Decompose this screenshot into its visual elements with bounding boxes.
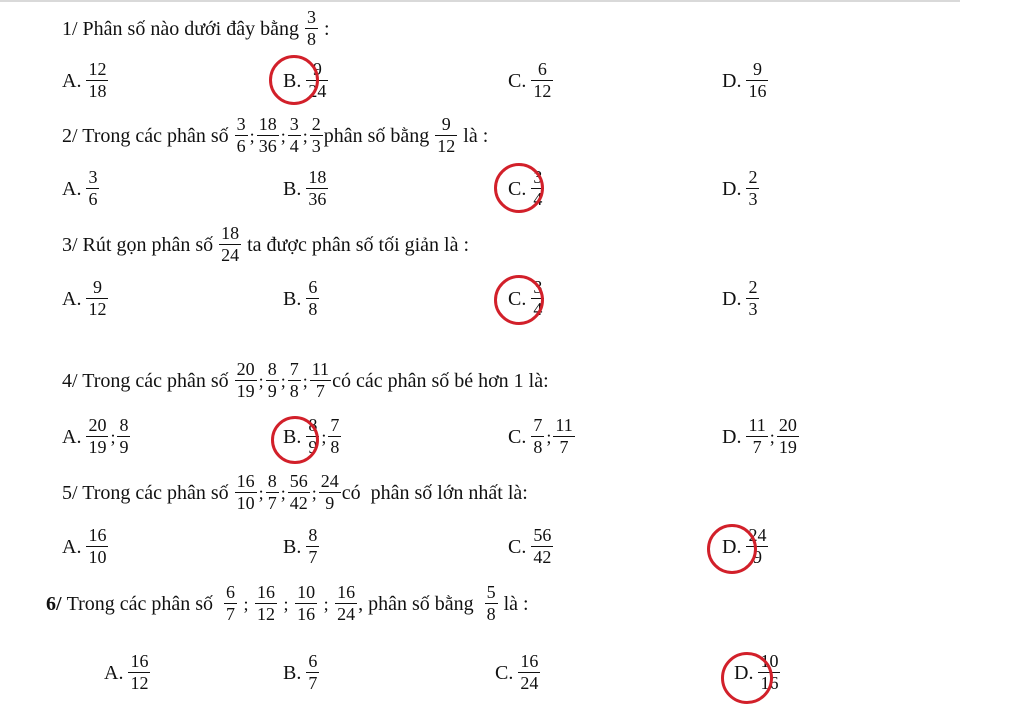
q2-option-b[interactable]	[283, 168, 329, 209]
q5-option-c[interactable]	[508, 526, 554, 567]
fraction	[746, 416, 767, 457]
fraction	[235, 115, 248, 156]
numerator: 18	[258, 114, 277, 134]
denominator: 4	[533, 189, 543, 210]
question-6	[46, 583, 529, 624]
option-letter: A.	[104, 661, 124, 684]
numerator: 18	[308, 167, 327, 187]
answer-circle	[721, 652, 773, 704]
fraction	[288, 472, 310, 513]
numerator: 6	[537, 59, 547, 79]
denominator: 8	[486, 604, 496, 625]
numerator: 7	[533, 415, 543, 435]
numerator: 3	[236, 114, 246, 134]
q6-option-b[interactable]	[283, 652, 320, 693]
denominator: 12	[88, 299, 107, 320]
q5-option-a[interactable]	[62, 526, 109, 567]
fraction	[288, 115, 301, 156]
numerator: 10	[297, 582, 316, 602]
separator: ;	[280, 125, 286, 146]
fraction	[531, 60, 553, 101]
numerator: 56	[289, 471, 308, 491]
question-4-text: 4/ Trong các phân số	[62, 369, 229, 392]
denominator: 19	[236, 381, 255, 402]
option-letter: D.	[734, 661, 754, 684]
numerator: 20	[778, 415, 797, 435]
numerator: 18	[221, 223, 240, 243]
option-letter: B.	[283, 287, 302, 310]
numerator: 7	[289, 359, 299, 379]
fraction	[86, 278, 108, 319]
denominator: 16	[748, 81, 767, 102]
option-letter: A.	[62, 177, 82, 200]
numerator: 9	[92, 277, 102, 297]
denominator: 4	[289, 136, 299, 157]
fraction	[266, 472, 279, 513]
numerator: 11	[555, 415, 573, 435]
denominator: 10	[88, 547, 107, 568]
fraction	[306, 168, 328, 209]
denominator: 42	[533, 547, 552, 568]
answer-circle	[271, 416, 319, 464]
denominator: 10	[236, 493, 255, 514]
denominator: 24	[221, 245, 240, 266]
denominator: 3	[311, 136, 321, 157]
option-letter: D.	[722, 69, 742, 92]
fraction	[531, 526, 553, 567]
separator: ;	[258, 370, 264, 391]
fraction	[86, 526, 108, 567]
numerator: 5	[486, 582, 496, 602]
denominator: 3	[748, 189, 758, 210]
denominator: 8	[330, 437, 340, 458]
fraction	[224, 583, 237, 624]
separator: ;	[319, 593, 334, 614]
numerator: 11	[748, 415, 766, 435]
denominator: 7	[308, 673, 318, 694]
fraction	[86, 60, 108, 101]
separator: ;	[311, 482, 317, 503]
question-3-suffix: ta được phân số tối giản là :	[247, 233, 470, 256]
numerator: 6	[226, 582, 236, 602]
denominator: 19	[88, 437, 107, 458]
question-1-text: 1/ Phân số nào dưới đây bằng	[62, 17, 299, 40]
fraction	[746, 168, 759, 209]
fraction	[310, 115, 323, 156]
option-letter: A.	[62, 535, 82, 558]
numerator: 8	[267, 359, 277, 379]
denominator: 24	[337, 604, 356, 625]
option-letter: B.	[283, 535, 302, 558]
q1-option-a[interactable]	[62, 60, 109, 101]
question-6-text: Trong các phân số	[66, 592, 214, 615]
denominator: 36	[258, 136, 277, 157]
denominator: 6	[88, 189, 98, 210]
fraction	[553, 416, 574, 457]
numerator: 16	[520, 651, 539, 671]
fraction	[306, 652, 319, 693]
numerator: 7	[330, 415, 340, 435]
option-letter: B.	[283, 69, 302, 92]
fraction	[306, 278, 319, 319]
question-1-suffix: :	[323, 17, 330, 40]
q4-option-a[interactable]	[62, 416, 131, 457]
separator: ;	[239, 593, 254, 614]
fraction	[746, 278, 759, 319]
denominator: 42	[289, 493, 308, 514]
denominator: 12	[130, 673, 149, 694]
denominator: 7	[559, 437, 569, 458]
answer-circle	[269, 55, 319, 105]
separator: ;	[769, 426, 775, 447]
denominator: 7	[752, 437, 762, 458]
fraction	[128, 652, 150, 693]
fraction	[518, 652, 540, 693]
numerator: 56	[533, 525, 552, 545]
q6-option-a[interactable]	[104, 652, 151, 693]
question-2-middle: phân số bằng	[323, 124, 430, 147]
numerator: 12	[88, 59, 107, 79]
numerator: 2	[748, 167, 758, 187]
numerator: 3	[289, 114, 299, 134]
denominator: 4	[533, 299, 543, 320]
separator: ;	[258, 482, 264, 503]
question-6-middle: , phân số bằng	[358, 592, 474, 615]
option-letter: D.	[722, 425, 742, 448]
fraction	[310, 360, 331, 401]
q2-option-d[interactable]	[722, 168, 760, 209]
numerator: 3	[533, 167, 543, 187]
denominator: 12	[437, 136, 456, 157]
option-letter: C.	[508, 425, 527, 448]
question-4-suffix: có các phân số bé hơn 1 là:	[332, 369, 549, 392]
numerator: 8	[119, 415, 129, 435]
fraction	[257, 115, 279, 156]
option-letter: B.	[283, 425, 302, 448]
separator: ;	[321, 426, 327, 447]
option-letter: C.	[508, 287, 527, 310]
question-2-suffix: là :	[463, 124, 489, 147]
numerator: 3	[533, 277, 543, 297]
question-2	[62, 115, 488, 156]
answer-circle	[494, 163, 544, 213]
q3-option-d[interactable]	[722, 278, 760, 319]
denominator: 6	[236, 136, 246, 157]
numerator: 16	[88, 525, 107, 545]
denominator: 8	[308, 299, 318, 320]
q4-option-c[interactable]	[508, 416, 576, 457]
fraction	[288, 360, 301, 401]
separator: ;	[110, 426, 116, 447]
fraction	[746, 60, 768, 101]
fraction	[328, 416, 341, 457]
numerator: 9	[312, 59, 322, 79]
numerator: 2	[311, 114, 321, 134]
numerator: 8	[308, 415, 318, 435]
q4-option-d[interactable]	[722, 416, 800, 457]
q3-option-b[interactable]	[283, 278, 320, 319]
q2-option-a[interactable]	[62, 168, 100, 209]
denominator: 12	[257, 604, 276, 625]
option-letter: C.	[508, 177, 527, 200]
numerator: 24	[748, 525, 767, 545]
denominator: 18	[88, 81, 107, 102]
fraction	[306, 526, 319, 567]
separator: ;	[279, 593, 294, 614]
option-letter: D.	[722, 177, 742, 200]
fraction	[777, 416, 799, 457]
fraction	[235, 360, 257, 401]
option-letter: C.	[508, 535, 527, 558]
fraction	[319, 472, 341, 513]
numerator: 6	[308, 277, 318, 297]
denominator: 7	[308, 547, 318, 568]
numerator: 16	[130, 651, 149, 671]
fraction	[531, 416, 544, 457]
option-letter: A.	[62, 425, 82, 448]
numerator: 9	[752, 59, 762, 79]
fraction	[295, 583, 317, 624]
denominator: 9	[308, 437, 318, 458]
question-6-number: 6/	[46, 592, 62, 615]
fraction	[219, 224, 241, 265]
numerator: 20	[88, 415, 107, 435]
option-letter: D.	[722, 535, 742, 558]
question-5-text: 5/ Trong các phân số	[62, 481, 229, 504]
fraction	[485, 583, 498, 624]
numerator: 10	[760, 651, 779, 671]
separator: ;	[302, 370, 308, 391]
option-letter: C.	[508, 69, 527, 92]
option-letter: B.	[283, 177, 302, 200]
denominator: 12	[533, 81, 552, 102]
option-letter: C.	[495, 661, 514, 684]
separator: ;	[280, 482, 286, 503]
denominator: 19	[778, 437, 797, 458]
top-divider	[0, 0, 960, 2]
fraction	[235, 472, 257, 513]
denominator: 9	[119, 437, 129, 458]
numerator: 16	[257, 582, 276, 602]
denominator: 16	[297, 604, 316, 625]
numerator: 16	[236, 471, 255, 491]
q1-option-d[interactable]	[722, 60, 769, 101]
question-3-text: 3/ Rút gọn phân số	[62, 233, 214, 256]
fraction	[435, 115, 457, 156]
numerator: 9	[441, 114, 451, 134]
fraction	[255, 583, 277, 624]
answer-circle	[494, 275, 544, 325]
denominator: 8	[533, 437, 543, 458]
denominator: 8	[289, 381, 299, 402]
separator: ;	[249, 125, 255, 146]
numerator: 8	[267, 471, 277, 491]
option-letter: A.	[62, 69, 82, 92]
separator: ;	[280, 370, 286, 391]
numerator: 8	[308, 525, 318, 545]
separator: ;	[546, 426, 552, 447]
denominator: 3	[748, 299, 758, 320]
denominator: 24	[308, 81, 327, 102]
fraction	[86, 416, 108, 457]
question-4	[62, 360, 549, 401]
fraction	[305, 8, 318, 49]
fraction	[335, 583, 357, 624]
separator: ;	[302, 125, 308, 146]
denominator: 8	[306, 29, 316, 50]
denominator: 9	[267, 381, 277, 402]
question-2-text: 2/ Trong các phân số	[62, 124, 229, 147]
option-letter: B.	[283, 661, 302, 684]
option-letter: D.	[722, 287, 742, 310]
denominator: 7	[315, 381, 325, 402]
denominator: 36	[308, 189, 327, 210]
fraction	[86, 168, 99, 209]
q3-option-a[interactable]	[62, 278, 109, 319]
fraction	[117, 416, 130, 457]
denominator: 7	[267, 493, 277, 514]
question-1	[62, 8, 330, 49]
denominator: 16	[760, 673, 779, 694]
q1-option-c[interactable]	[508, 60, 554, 101]
question-5-suffix: có phân số lớn nhất là:	[341, 481, 528, 504]
question-5	[62, 472, 528, 513]
numerator: 2	[748, 277, 758, 297]
q5-option-b[interactable]	[283, 526, 320, 567]
numerator: 6	[308, 651, 318, 671]
numerator: 24	[320, 471, 339, 491]
denominator: 9	[752, 547, 762, 568]
numerator: 11	[311, 359, 330, 379]
denominator: 7	[226, 604, 236, 625]
q6-option-c[interactable]	[495, 652, 541, 693]
answer-circle	[707, 524, 757, 574]
question-6-suffix: là :	[503, 592, 529, 615]
numerator: 20	[236, 359, 255, 379]
numerator: 16	[337, 582, 356, 602]
denominator: 9	[325, 493, 335, 514]
denominator: 24	[520, 673, 539, 694]
fraction	[266, 360, 279, 401]
option-letter: A.	[62, 287, 82, 310]
numerator: 3	[88, 167, 98, 187]
question-3	[62, 224, 469, 265]
numerator: 3	[306, 7, 316, 27]
